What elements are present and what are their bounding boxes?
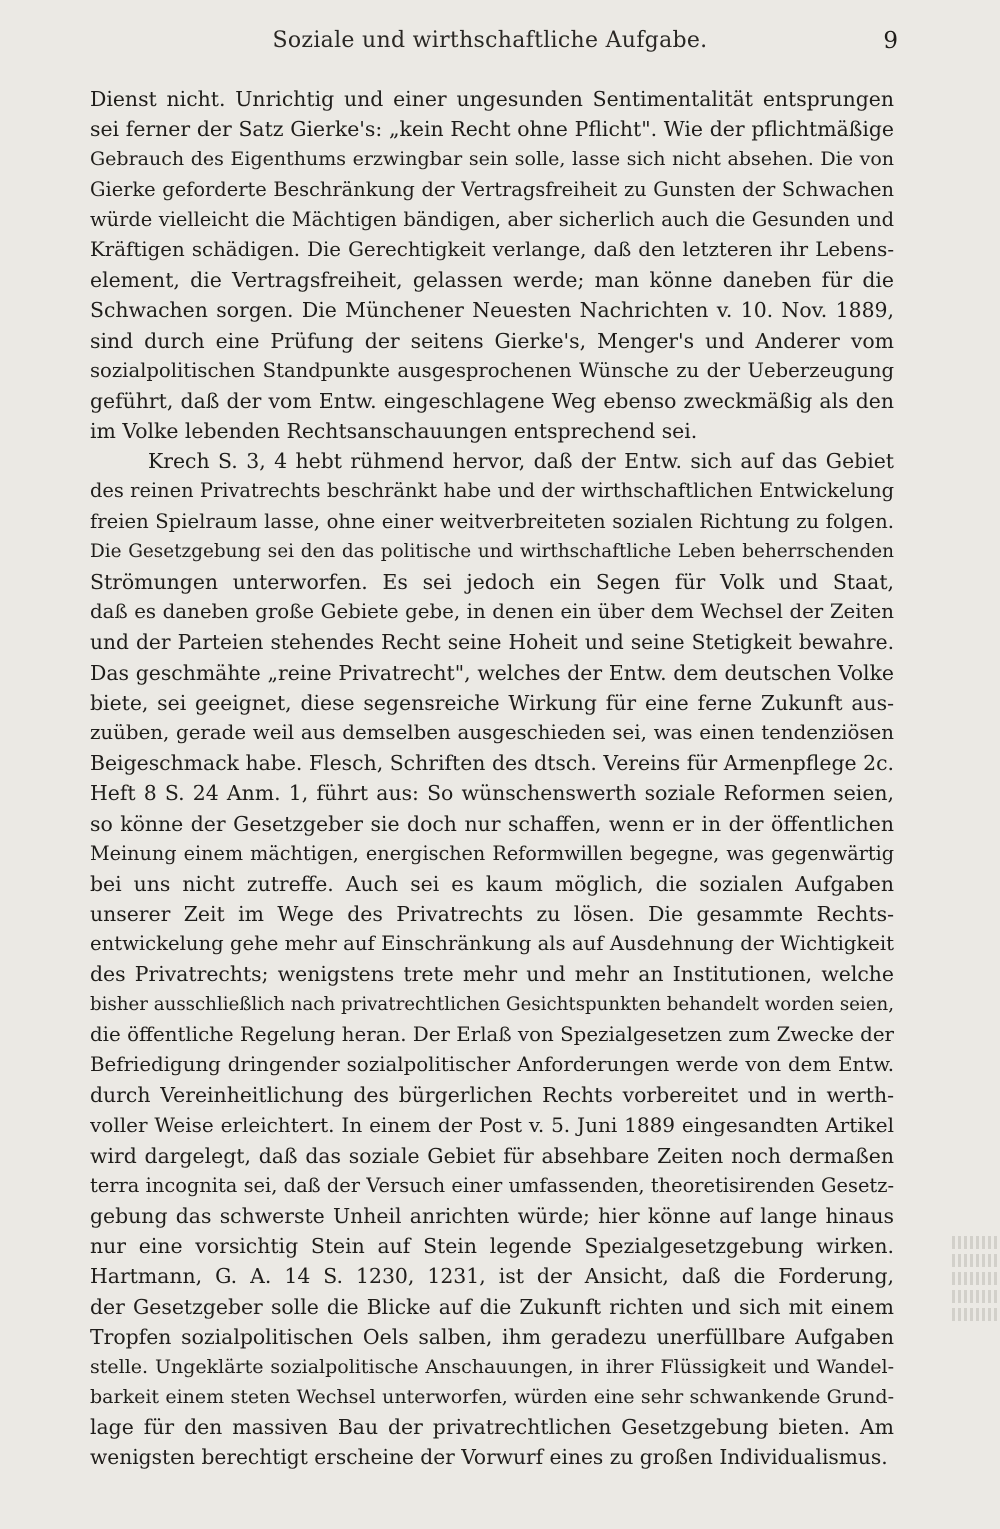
text-line: Meinung einem mächtigen, energischen Reformwillen begegne, was gegenwärtig xyxy=(90,841,894,865)
text-line: Gebrauch des Eigenthums erzwingbar sein solle, lasse sich nicht absehen. Die von xyxy=(90,148,894,171)
text-line: Beigeschmack habe. Flesch, Schriften des dtsch. Vereins für Armenpflege 2c. xyxy=(90,751,894,776)
text-line: wird dargelegt, daß das soziale Gebiet für absehbare Zeiten noch dermaßen xyxy=(90,1143,894,1168)
text-line: bei uns nicht zutreffe. Auch sei es kaum möglich, die sozialen Aufgaben xyxy=(90,871,894,896)
text-line: Die Gesetzgebung sei den das politische und wirthschaftliche Leben beherrschenden xyxy=(90,540,894,562)
text-line: voller Weise erleichtert. In einem der Post v. 5. Juni 1889 eingesandten Artikel xyxy=(90,1113,894,1138)
bleed-through-marks xyxy=(952,1236,1000,1326)
text-line: sozialpolitischen Standpunkte ausgesprochenen Wünsche zu der Ueberzeugung xyxy=(90,358,894,382)
text-line: Krech S. 3, 4 hebt rühmend hervor, daß der Entw. sich auf das Gebiet xyxy=(148,449,894,474)
text-line: daß es daneben große Gebiete gebe, in denen ein über dem Wechsel der Zeiten xyxy=(90,600,894,624)
text-line: gebung das schwerste Unheil anrichten würde; hier könne auf lange hinaus xyxy=(90,1203,894,1228)
text-line: des reinen Privatrechts beschränkt habe und der wirthschaftlichen Entwickelung xyxy=(90,479,894,503)
text-line: geführt, daß der vom Entw. eingeschlagene Weg ebenso zweckmäßig als den xyxy=(90,388,894,413)
text-line: Dienst nicht. Unrichtig und einer ungesunden Sentimentalität entsprungen xyxy=(90,87,894,111)
text-line: freien Spielraum lasse, ohne einer weitverbreiteten sozialen Richtung zu folgen. xyxy=(90,509,894,533)
text-line: Befriedigung dringender sozialpolitischer Anforderungen werde von dem Entw. xyxy=(90,1053,894,1076)
text-line: nur eine vorsichtig Stein auf Stein legende Spezialgesetzgebung wirken. xyxy=(90,1234,894,1259)
text-line: Kräftigen schädigen. Die Gerechtigkeit verlange, daß den letzteren ihr Lebens- xyxy=(90,237,894,261)
text-line: die öffentliche Regelung heran. Der Erlaß von Spezialgesetzen zum Zwecke der xyxy=(90,1022,894,1046)
text-line: sind durch eine Prüfung der seitens Gierke's, Menger's und Anderer vom xyxy=(90,328,894,353)
text-line: Heft 8 S. 24 Anm. 1, führt aus: So wünschenswerth soziale Reformen seien, xyxy=(90,781,894,806)
text-line: stelle. Ungeklärte sozialpolitische Anschauungen, in ihrer Flüssigkeit und Wandel- xyxy=(90,1355,894,1378)
text-line: Strömungen unterworfen. Es sei jedoch ein Segen für Volk und Staat, xyxy=(90,570,894,594)
page-number: 9 xyxy=(883,28,898,54)
body-text xyxy=(90,84,894,1473)
text-line: lage für den massiven Bau der privatrechtlichen Gesetzgebung bieten. Am xyxy=(90,1415,894,1440)
text-line: Gierke geforderte Beschränkung der Vertragsfreiheit zu Gunsten der Schwachen xyxy=(90,177,894,201)
text-line: im Volke lebenden Rechtsanschauungen entsprechend sei. xyxy=(90,419,698,444)
text-line: wenigsten berechtigt erscheine der Vorwurf eines zu großen Individualismus. xyxy=(90,1445,888,1470)
text-line: des Privatrechts; wenigstens trete mehr und mehr an Institutionen, welche xyxy=(90,962,894,987)
text-line: unserer Zeit im Wege des Privatrechts zu lösen. Die gesammte Rechts- xyxy=(90,902,894,927)
text-line: terra incognita sei, daß der Versuch einer umfassenden, theoretisirenden Gesetz- xyxy=(90,1173,894,1197)
text-line: der Gesetzgeber solle die Blicke auf die Zukunft richten und sich mit einem xyxy=(90,1294,894,1319)
running-head xyxy=(90,28,898,68)
text-line: Schwachen sorgen. Die Münchener Neuesten Nachrichten v. 10. Nov. 1889, xyxy=(90,298,894,323)
text-line: zuüben, gerade weil aus demselben ausgeschieden sei, was einen tendenziösen xyxy=(90,720,894,744)
running-head-title: Soziale und wirthschaftliche Aufgabe. xyxy=(272,28,708,53)
text-line: biete, sei geeignet, diese segensreiche Wirkung für eine ferne Zukunft aus- xyxy=(90,690,894,715)
text-line: Das geschmähte „reine Privatrecht", welches der Entw. dem deutschen Volke xyxy=(90,660,894,685)
text-line: und der Parteien stehendes Recht seine Hoheit und seine Stetigkeit bewahre. xyxy=(90,630,894,655)
text-line: element, die Vertragsfreiheit, gelassen werde; man könne daneben für die xyxy=(90,268,894,293)
text-line: würde vielleicht die Mächtigen bändigen, aber sicherlich auch die Gesunden und xyxy=(90,207,894,231)
text-line: Hartmann, G. A. 14 S. 1230, 1231, ist der Ansicht, daß die Forderung, xyxy=(90,1264,894,1289)
text-line: so könne der Gesetzgeber sie doch nur schaffen, wenn er in der öffentlichen xyxy=(90,811,894,836)
text-line: durch Vereinheitlichung des bürgerlichen Rechts vorbereitet und in werth- xyxy=(90,1083,894,1108)
text-line: entwickelung gehe mehr auf Einschränkung als auf Ausdehnung der Wichtigkeit xyxy=(90,932,894,956)
text-line: Tropfen sozialpolitischen Oels salben, ihm geradezu unerfüllbare Aufgaben xyxy=(90,1324,894,1349)
text-line: barkeit einem steten Wechsel unterworfen, würden eine sehr schwankende Grund- xyxy=(90,1386,894,1409)
text-line: bisher ausschließlich nach privatrechtlichen Gesichtspunkten behandelt worden seien, xyxy=(90,993,894,1015)
text-line: sei ferner der Satz Gierke's: „kein Recht ohne Pflicht". Wie der pflichtmäßige xyxy=(90,117,894,142)
